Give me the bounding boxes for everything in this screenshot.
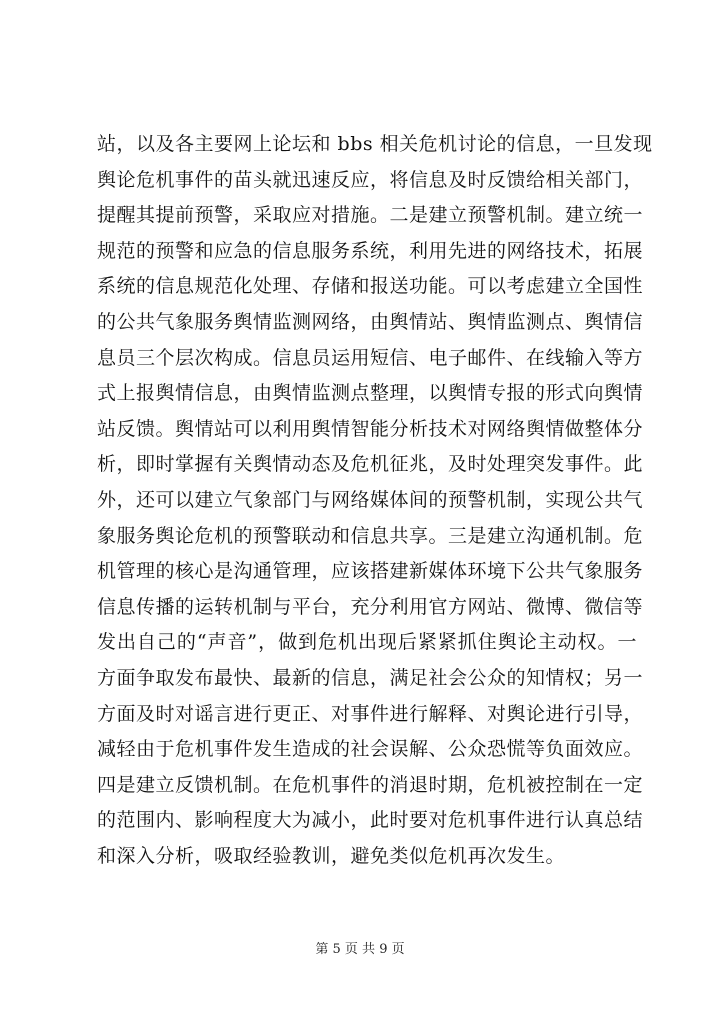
text-line: 析，即时掌握有关舆情动态及危机征兆，及时处理突发事件。此 [97, 453, 644, 476]
text-line: 减轻由于危机事件发生造成的社会误解、公众恐慌等负面效应。 [97, 738, 644, 761]
text-line: 和深入分析，吸取经验教训，避免类似危机再次发生。 [97, 844, 566, 867]
text-line: 方面及时对谣言进行更正、对事件进行解释、对舆论进行引导， [97, 702, 644, 725]
text-line: 四是建立反馈机制。在危机事件的消退时期，危机被控制在一定 [97, 773, 644, 796]
text-line: 站反馈。舆情站可以利用舆情智能分析技术对网络舆情做整体分 [97, 417, 644, 440]
text-line: 方面争取发布最快、最新的信息，满足社会公众的知情权；另一 [97, 666, 644, 689]
text-line: 式上报舆情信息，由舆情监测点整理，以舆情专报的形式向舆情 [97, 382, 644, 405]
text-line: 象服务舆论危机的预警联动和信息共享。三是建立沟通机制。危 [97, 524, 644, 547]
text-line: 机管理的核心是沟通管理，应该搭建新媒体环境下公共气象服务 [97, 560, 644, 583]
page-number-footer: 第 5 页 共 9 页 [315, 942, 405, 957]
text-line: 息员三个层次构成。信息员运用短信、电子邮件、在线输入等方 [97, 346, 644, 369]
text-line: 站，以及各主要网上论坛和 bbs 相关危机讨论的信息，一旦发现 [97, 133, 653, 155]
text-line: 规范的预警和应急的信息服务系统，利用先进的网络技术，拓展 [97, 239, 644, 262]
text-line: 提醒其提前预警，采取应对措施。二是建立预警机制。建立统一 [97, 204, 644, 227]
text-line: 的公共气象服务舆情监测网络，由舆情站、舆情监测点、舆情信 [97, 310, 644, 333]
text-line: 发出自己的“声音”，做到危机出现后紧紧抓住舆论主动权。一 [97, 631, 637, 654]
text-line: 舆论危机事件的苗头就迅速反应，将信息及时反馈给相关部门， [97, 168, 644, 191]
body-text [97, 127, 653, 874]
text-line: 的范围内、影响程度大为减小，此时要对危机事件进行认真总结 [97, 809, 644, 832]
text-line: 外，还可以建立气象部门与网络媒体间的预警机制，实现公共气 [97, 488, 644, 511]
text-line: 系统的信息规范化处理、存储和报送功能。可以考虑建立全国性 [97, 275, 644, 298]
text-line: 信息传播的运转机制与平台，充分利用官方网站、微博、微信等 [97, 595, 644, 618]
